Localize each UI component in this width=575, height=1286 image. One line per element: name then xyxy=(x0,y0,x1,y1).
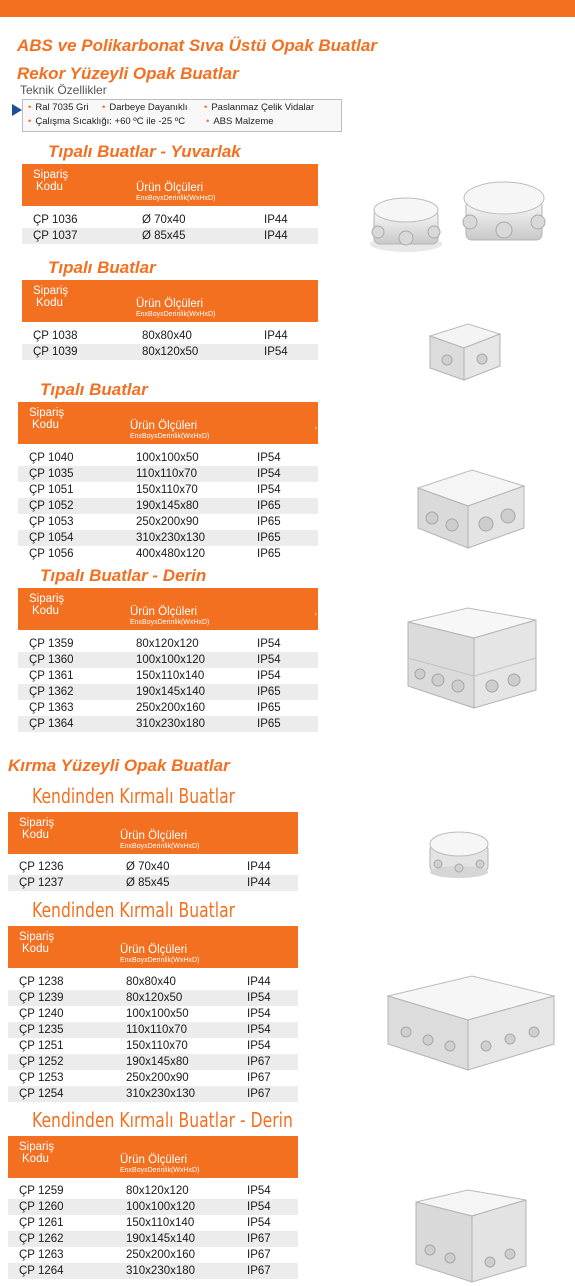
row-ip-rating: IP65 xyxy=(257,548,281,560)
header-order-code-line2: Kodu xyxy=(22,943,49,955)
header-order-code-line1: Sipariş xyxy=(19,1141,55,1153)
table-row xyxy=(18,716,318,732)
row-dimensions: Ø 70x40 xyxy=(142,214,186,226)
square-junction-box-image xyxy=(380,966,560,1078)
deep-junction-box-image xyxy=(406,1184,534,1284)
header-order-code xyxy=(29,407,64,431)
row-ip-rating: IP67 xyxy=(247,1265,271,1277)
table-row xyxy=(22,212,318,228)
row-ip-rating: IP65 xyxy=(257,532,281,544)
row-ip-rating: IP54 xyxy=(247,992,271,1004)
row-order-code: ÇP 1362 xyxy=(29,686,74,698)
round-junction-box-image xyxy=(424,826,494,882)
table-row xyxy=(18,652,318,668)
header-order-code-line2: Kodu xyxy=(22,829,49,841)
table-row xyxy=(18,466,318,482)
row-order-code: ÇP 1035 xyxy=(29,468,74,480)
table-row xyxy=(8,859,298,875)
row-dimensions: 250x200x160 xyxy=(126,1249,196,1261)
row-dimensions: 310x230x180 xyxy=(136,718,206,730)
row-order-code: ÇP 1264 xyxy=(19,1265,64,1277)
table-header xyxy=(22,164,318,206)
table-row xyxy=(18,530,318,546)
header-order-code-line2: Kodu xyxy=(36,297,63,309)
header-order-code-line2: Kodu xyxy=(22,1153,49,1165)
row-order-code: ÇP 1364 xyxy=(29,718,74,730)
row-dimensions: 400x480x120 xyxy=(136,548,206,560)
table-row xyxy=(8,974,298,990)
row-dimensions: Ø 85x45 xyxy=(142,230,186,242)
table-row xyxy=(18,482,318,498)
row-ip-rating: IP54 xyxy=(257,654,281,666)
table-title: Tıpalı Buatlar xyxy=(40,380,148,399)
row-dimensions: 100x100x120 xyxy=(136,654,206,666)
header-dimensions: Ürün Ölçüleri xyxy=(130,606,198,618)
header-order-code-line1: Sipariş xyxy=(33,285,69,297)
row-order-code: ÇP 1052 xyxy=(29,500,74,512)
row-order-code: ÇP 1236 xyxy=(19,861,64,873)
table-row xyxy=(8,1070,298,1086)
row-ip-rating: IP67 xyxy=(247,1056,271,1068)
row-dimensions: 80x80x40 xyxy=(142,330,192,342)
row-ip-rating: IP44 xyxy=(264,214,288,226)
table-title: Tıpalı Buatlar xyxy=(48,258,156,277)
row-order-code: ÇP 1039 xyxy=(33,346,78,358)
row-dimensions: 310x230x130 xyxy=(136,532,206,544)
row-ip-rating: IP54 xyxy=(247,1217,271,1229)
row-dimensions: 190x145x140 xyxy=(136,686,206,698)
table-row xyxy=(8,875,298,891)
row-ip-rating: IP65 xyxy=(257,686,281,698)
table-row xyxy=(22,228,318,244)
row-ip-rating: IP54 xyxy=(257,468,281,480)
rekor-section-heading: Rekor Yüzeyli Opak Buatlar xyxy=(17,64,239,83)
header-dimensions-sub: EnxBoyxDerinlik(WxHxD) xyxy=(130,619,210,626)
row-dimensions: Ø 70x40 xyxy=(126,861,170,873)
teknik-title: Teknik Özellikler xyxy=(20,83,107,97)
table-header xyxy=(18,402,318,444)
row-dimensions: 100x100x120 xyxy=(126,1201,196,1213)
row-dimensions: 100x100x50 xyxy=(126,1008,189,1020)
row-ip-rating: IP54 xyxy=(257,638,281,650)
table-row xyxy=(22,344,318,360)
row-ip-rating: IP54 xyxy=(247,1008,271,1020)
row-dimensions: 310x230x180 xyxy=(126,1265,196,1277)
catalog-main-heading: ABS ve Polikarbonat Sıva Üstü Opak Buatlar xyxy=(17,36,377,55)
table-row xyxy=(8,1086,298,1102)
teknik-item: • Paslanmaz Çelik Vidalar xyxy=(204,102,315,113)
row-dimensions: 80x120x50 xyxy=(126,992,183,1004)
row-order-code: ÇP 1037 xyxy=(33,230,78,242)
kirma-section-heading: Kırma Yüzeyli Opak Buatlar xyxy=(8,756,230,775)
table-title: Tıpalı Buatlar - Yuvarlak xyxy=(48,142,241,161)
table-header xyxy=(8,812,298,854)
arrow-marker-icon xyxy=(12,104,22,116)
row-dimensions: 250x200x160 xyxy=(136,702,206,714)
header-dimensions-sub: EnxBoyxDerinlik(WxHxD) xyxy=(136,311,216,318)
table-title: Tıpalı Buatlar - Derin xyxy=(40,566,207,585)
table-row xyxy=(18,684,318,700)
table-row xyxy=(8,990,298,1006)
top-accent-bar xyxy=(0,0,575,17)
table-row xyxy=(8,1199,298,1215)
header-dimensions-sub: EnxBoyxDerinlik(WxHxD) xyxy=(120,957,200,964)
table-row xyxy=(8,1247,298,1263)
header-order-code-line1: Sipariş xyxy=(29,593,65,605)
row-order-code: ÇP 1053 xyxy=(29,516,74,528)
table-row xyxy=(18,546,318,562)
square-junction-box-image xyxy=(420,316,506,386)
row-order-code: ÇP 1259 xyxy=(19,1185,64,1197)
row-order-code: ÇP 1262 xyxy=(19,1233,64,1245)
row-order-code: ÇP 1253 xyxy=(19,1072,64,1084)
row-order-code: ÇP 1036 xyxy=(33,214,78,226)
row-order-code: ÇP 1359 xyxy=(29,638,74,650)
header-edge-mark: , xyxy=(314,420,317,430)
row-order-code: ÇP 1361 xyxy=(29,670,74,682)
header-order-code xyxy=(33,169,68,193)
table-header xyxy=(18,588,318,630)
header-order-code-line1: Sipariş xyxy=(33,169,69,181)
row-dimensions: 110x110x70 xyxy=(126,1024,187,1036)
teknik-item: • Çalışma Sıcaklığı: +60 ºC ile -25 ºC xyxy=(28,116,186,127)
row-dimensions: 250x200x90 xyxy=(136,516,199,528)
row-ip-rating: IP54 xyxy=(257,670,281,682)
table-row xyxy=(18,636,318,652)
header-order-code-line1: Sipariş xyxy=(19,931,55,943)
header-order-code-line2: Kodu xyxy=(36,181,63,193)
row-dimensions: 150x110x70 xyxy=(126,1040,188,1052)
table-row xyxy=(18,700,318,716)
row-ip-rating: IP54 xyxy=(257,452,281,464)
row-ip-rating: IP54 xyxy=(247,1024,271,1036)
row-ip-rating: IP65 xyxy=(257,500,281,512)
row-order-code: ÇP 1238 xyxy=(19,976,64,988)
row-order-code: ÇP 1263 xyxy=(19,1249,64,1261)
header-order-code xyxy=(29,593,64,617)
header-dimensions: Ürün Ölçüleri xyxy=(120,830,188,842)
table-row xyxy=(18,514,318,530)
table-row xyxy=(8,1054,298,1070)
teknik-item: • Ral 7035 Gri xyxy=(28,102,89,113)
table-header xyxy=(8,1136,298,1178)
table-header xyxy=(8,926,298,968)
header-order-code xyxy=(33,285,68,309)
header-dimensions: Ürün Ölçüleri xyxy=(120,1154,188,1166)
table-row xyxy=(8,1038,298,1054)
row-order-code: ÇP 1235 xyxy=(19,1024,64,1036)
header-dimensions: Ürün Ölçüleri xyxy=(136,298,204,310)
table-row xyxy=(18,498,318,514)
teknik-item: • Darbeye Dayanıklı xyxy=(102,102,188,113)
row-order-code: ÇP 1239 xyxy=(19,992,64,1004)
row-ip-rating: IP44 xyxy=(247,877,271,889)
row-order-code: ÇP 1363 xyxy=(29,702,74,714)
header-order-code-line2: Kodu xyxy=(32,419,59,431)
row-dimensions: 80x120x120 xyxy=(126,1185,189,1197)
row-dimensions: 190x145x80 xyxy=(126,1056,189,1068)
row-ip-rating: IP67 xyxy=(247,1249,271,1261)
table-row xyxy=(8,1231,298,1247)
table-row xyxy=(8,1183,298,1199)
header-dimensions-sub: EnxBoyxDerinlik(WxHxD) xyxy=(136,195,216,202)
row-ip-rating: IP67 xyxy=(247,1072,271,1084)
row-order-code: ÇP 1051 xyxy=(29,484,74,496)
row-order-code: ÇP 1360 xyxy=(29,654,74,666)
row-dimensions: 80x80x40 xyxy=(126,976,176,988)
row-order-code: ÇP 1254 xyxy=(19,1088,64,1100)
table-title: Kendinden Kırmalı Buatlar xyxy=(32,898,236,922)
header-dimensions-sub: EnxBoyxDerinlik(WxHxD) xyxy=(120,1167,200,1174)
table-row xyxy=(8,1022,298,1038)
row-dimensions: Ø 85x45 xyxy=(126,877,170,889)
row-ip-rating: IP54 xyxy=(247,1201,271,1213)
row-order-code: ÇP 1252 xyxy=(19,1056,64,1068)
header-dimensions-sub: EnxBoyxDerinlik(WxHxD) xyxy=(130,433,210,440)
row-ip-rating: IP54 xyxy=(264,346,288,358)
row-order-code: ÇP 1240 xyxy=(19,1008,64,1020)
row-dimensions: 190x145x140 xyxy=(126,1233,196,1245)
row-order-code: ÇP 1251 xyxy=(19,1040,64,1052)
row-order-code: ÇP 1054 xyxy=(29,532,74,544)
row-ip-rating: IP44 xyxy=(247,976,271,988)
table-header xyxy=(22,280,318,322)
row-ip-rating: IP44 xyxy=(264,230,288,242)
row-dimensions: 100x100x50 xyxy=(136,452,199,464)
row-dimensions: 150x110x70 xyxy=(136,484,198,496)
header-order-code xyxy=(19,931,54,955)
row-ip-rating: IP67 xyxy=(247,1233,271,1245)
row-order-code: ÇP 1040 xyxy=(29,452,74,464)
round-junction-box-image xyxy=(366,180,566,262)
row-dimensions: 310x230x130 xyxy=(126,1088,196,1100)
table-title: Kendinden Kırmalı Buatlar xyxy=(32,784,236,808)
header-dimensions: Ürün Ölçüleri xyxy=(136,182,204,194)
deep-junction-box-image xyxy=(398,602,544,714)
row-dimensions: 150x110x140 xyxy=(136,670,205,682)
table-row xyxy=(8,1215,298,1231)
header-order-code-line1: Sipariş xyxy=(29,407,65,419)
row-dimensions: 80x120x120 xyxy=(136,638,199,650)
row-order-code: ÇP 1056 xyxy=(29,548,74,560)
table-row xyxy=(18,668,318,684)
table-title: Kendinden Kırmalı Buatlar - Derin xyxy=(32,1108,293,1132)
row-ip-rating: IP54 xyxy=(257,484,281,496)
row-dimensions: 150x110x140 xyxy=(126,1217,195,1229)
table-row xyxy=(8,1006,298,1022)
header-order-code-line1: Sipariş xyxy=(19,817,55,829)
header-order-code-line2: Kodu xyxy=(32,605,59,617)
row-ip-rating: IP44 xyxy=(247,861,271,873)
row-order-code: ÇP 1260 xyxy=(19,1201,64,1213)
square-junction-box-image xyxy=(410,462,530,554)
header-order-code xyxy=(19,1141,54,1165)
header-order-code xyxy=(19,817,54,841)
table-row xyxy=(22,328,318,344)
header-edge-mark: , xyxy=(314,606,317,616)
row-order-code: ÇP 1038 xyxy=(33,330,78,342)
row-ip-rating: IP65 xyxy=(257,702,281,714)
row-ip-rating: IP54 xyxy=(247,1185,271,1197)
row-order-code: ÇP 1261 xyxy=(19,1217,64,1229)
row-ip-rating: IP54 xyxy=(247,1040,271,1052)
table-row xyxy=(18,450,318,466)
row-dimensions: 80x120x50 xyxy=(142,346,199,358)
header-dimensions: Ürün Ölçüleri xyxy=(120,944,188,956)
row-ip-rating: IP65 xyxy=(257,718,281,730)
row-dimensions: 110x110x70 xyxy=(136,468,197,480)
teknik-item: • ABS Malzeme xyxy=(206,116,274,127)
row-ip-rating: IP67 xyxy=(247,1088,271,1100)
row-dimensions: 190x145x80 xyxy=(136,500,199,512)
table-row xyxy=(8,1263,298,1279)
row-ip-rating: IP44 xyxy=(264,330,288,342)
row-dimensions: 250x200x90 xyxy=(126,1072,189,1084)
row-ip-rating: IP65 xyxy=(257,516,281,528)
header-dimensions-sub: EnxBoyxDerinlik(WxHxD) xyxy=(120,843,200,850)
header-dimensions: Ürün Ölçüleri xyxy=(130,420,198,432)
row-order-code: ÇP 1237 xyxy=(19,877,64,889)
